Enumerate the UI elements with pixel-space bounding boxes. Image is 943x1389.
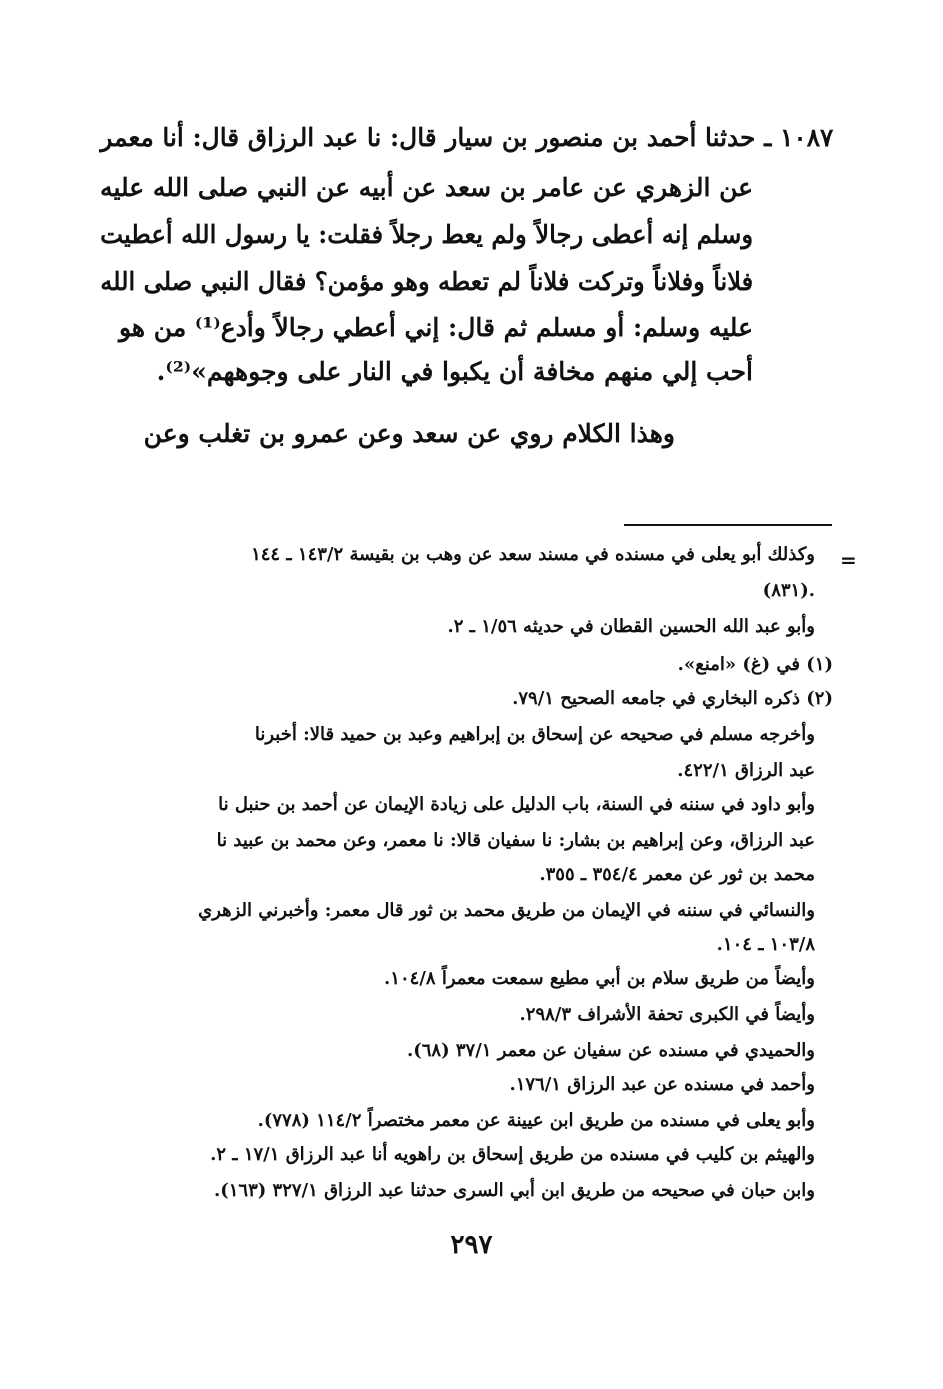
footnote-line: (١) في (غ) «امنع». — [677, 654, 833, 675]
footnote-line: وأحمد في مسنده عن عبد الرزاق ١٧٦/١. — [509, 1074, 815, 1095]
footnote-line: ١٠٣/٨ ـ ١٠٤. — [716, 934, 815, 955]
footnote-line: وأيضاً في الكبرى تحفة الأشراف ٢٩٨/٣. — [519, 1004, 815, 1025]
main-line: ١٠٨٧ ـ حدثنا أحمد بن منصور بن سيار قال: نا عبد الرزاق قال: أنا معمر — [100, 123, 833, 152]
footnote-line: وكذلك أبو يعلى في مسنده في مسند سعد عن وهب بن بقيسة ١٤٣/٢ ـ ١٤٤ — [251, 544, 815, 565]
main-line: وهذا الكلام روي عن سعد وعن عمرو بن تغلب وعن — [143, 419, 675, 448]
main-line: فلاناً وفلاناً وتركت فلاناً لم تعطه وهو مؤمن؟ فقال النبي صلى الله — [100, 267, 753, 296]
main-line: وسلم إنه أعطى رجالاً ولم يعط رجلاً فقلت: يا رسول الله أعطيت — [100, 220, 753, 249]
footnote-line: وأبو داود في سننه في السنة، باب الدليل على زيادة الإيمان عن أحمد بن حنبل نا — [218, 794, 815, 815]
footnote-line: والحميدي في مسنده عن سفيان عن معمر ٣٧/١ (٦٨). — [406, 1040, 815, 1061]
page-number: ٢٩٧ — [450, 1230, 493, 1260]
continuation-mark: = — [840, 548, 857, 572]
footnote-line: عبد الرزاق ٤٢٢/١. — [677, 760, 815, 781]
footnote-line: وأيضاً من طريق سلام بن أبي مطيع سمعت معمراً ١٠٤/٨. — [384, 968, 815, 989]
footnote-line: محمد بن ثور عن معمر ٣٥٤/٤ ـ ٣٥٥. — [539, 864, 815, 885]
footnote-line: عبد الرزاق، وعن إبراهيم بن بشار: نا سفيان قالا: نا معمر، وعن محمد بن عبيد نا — [216, 830, 815, 851]
footnote-line: وابن حبان في صحيحه من طريق ابن أبي السرى حدثنا عبد الرزاق ٣٢٧/١ (١٦٣). — [213, 1180, 815, 1201]
footnote-line: وأبو عبد الله الحسين القطان في حديثه ١/٥٦ ـ ٢. — [447, 616, 815, 637]
footnote-line: وأبو يعلى في مسنده من طريق ابن عيينة عن معمر مختصراً ١١٤/٢ (٧٧٨). — [257, 1110, 815, 1131]
footnote-line: (٨٣١). — [762, 580, 815, 601]
main-line: عن الزهري عن عامر بن سعد عن أبيه عن النبي صلى الله عليه — [100, 173, 753, 202]
footnote-line: (٢) ذكره البخاري في جامعه الصحيح ٧٩/١. — [512, 688, 833, 709]
footnote-line: وأخرجه مسلم في صحيحه عن إسحاق بن إبراهيم وعبد بن حميد قالا: أخبرنا — [254, 724, 815, 745]
footnote-line: والهيثم بن كليب في مسنده من طريق إسحاق بن راهويه أنا عبد الرزاق ١٧/١ ـ ٢. — [210, 1144, 815, 1165]
footnote-line: والنسائي في سننه في الإيمان من طريق محمد بن ثور قال معمر: وأخبرني الزهري — [198, 900, 815, 921]
main-line: أحب إلي منهم مخافة أن يكبوا في النار على وجوههم»⁽²⁾. — [156, 357, 753, 386]
main-line: عليه وسلم: أو مسلم ثم قال: إني أعطي رجالاً وأدع⁽¹⁾ من هو — [118, 313, 753, 342]
footnote-separator — [624, 524, 832, 526]
